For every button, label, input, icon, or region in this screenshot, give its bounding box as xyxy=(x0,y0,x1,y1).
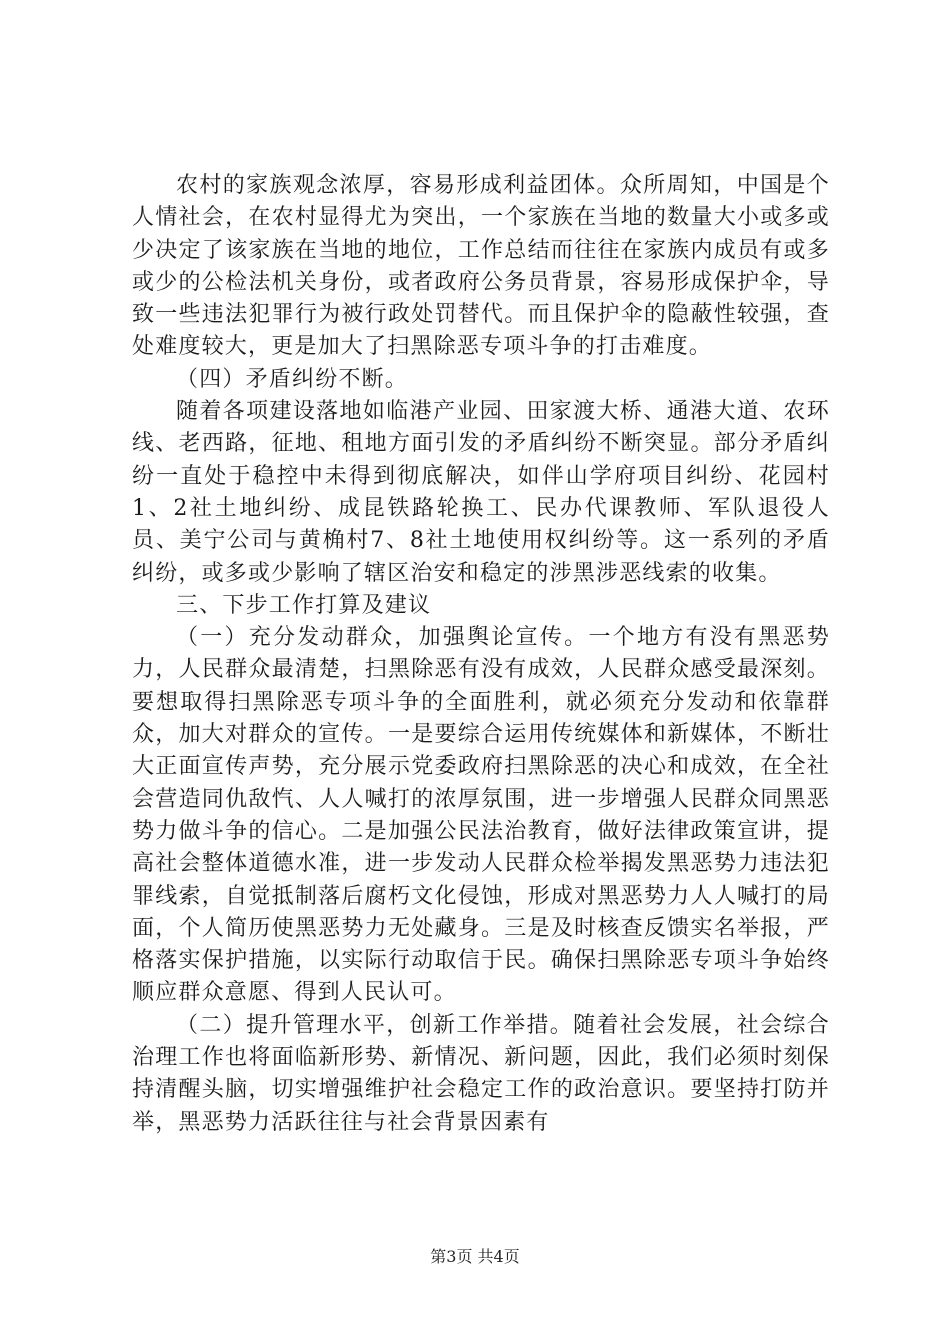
page-number-footer: 第3页 共4页 xyxy=(430,1247,520,1266)
document-body xyxy=(132,170,830,1139)
paragraph-management: （二）提升管理水平，创新工作举措。随着社会发展，社会综合治理工作也将面临新形势、新情况、新问题，因此，我们必须时刻保持清醒头脑，切实增强维护社会稳定工作的政治意识。要坚持打防并举，黑恶势力活跃往往与社会背景因素有 xyxy=(132,1012,830,1135)
paragraph-disputes: 随着各项建设落地如临港产业园、田家渡大桥、通港大道、农环线、老西路，征地、租地方面引发的矛盾纠纷不断突显。部分矛盾纠纷一直处于稳控中未得到彻底解决，如伴山学府项目纠纷、花园村1、2社土地纠纷、成昆铁路轮换工、民办代课教师、军队退役人员、美宁公司与黄桷村7、8社土地使用权纠纷等。这一系列的矛盾纠纷，或多或少影响了辖区治安和稳定的涉黑涉恶线索的收集。 xyxy=(132,399,830,586)
section-heading-next-steps: 三、下步工作打算及建议 xyxy=(176,592,432,618)
subheading-disputes: （四）矛盾纠纷不断。 xyxy=(176,366,409,392)
paragraph-clan-concept: 农村的家族观念浓厚，容易形成利益团体。众所周知，中国是个人情社会，在农村显得尤为突出，一个家族在当地的数量大小或多或少决定了该家族在当地的地位，工作总结而往往在家族内成员有或多或少的公检法机关身份，或者政府公务员背景，容易形成保护伞，导致一些违法犯罪行为被行政处罚替代。而且保护伞的隐蔽性较强，查处难度较大，更是加大了扫黑除恶专项斗争的打击难度。 xyxy=(132,173,830,360)
paragraph-mobilize-masses: （一）充分发动群众，加强舆论宣传。一个地方有没有黑恶势力，人民群众最清楚，扫黑除恶有没有成效，人民群众感受最深刻。要想取得扫黑除恶专项斗争的全面胜利，就必须充分发动和依靠群众，加大对群众的宣传。一是要综合运用传统媒体和新媒体，不断壮大正面宣传声势，充分展示党委政府扫黑除恶的决心和成效，在全社会营造同仇敌忾、人人喊打的浓厚氛围，进一步增强人民群众同黑恶势力做斗争的信心。二是加强公民法治教育，做好法律政策宣讲，提高社会整体道德水准，进一步发动人民群众检举揭发黑恶势力违法犯罪线索，自觉抵制落后腐朽文化侵蚀，形成对黑恶势力人人喊打的局面，个人简历使黑恶势力无处藏身。三是及时核查反馈实名举报，严格落实保护措施，以实际行动取信于民。确保扫黑除恶专项斗争始终顺应群众意愿、得到人民认可。 xyxy=(132,625,830,1006)
